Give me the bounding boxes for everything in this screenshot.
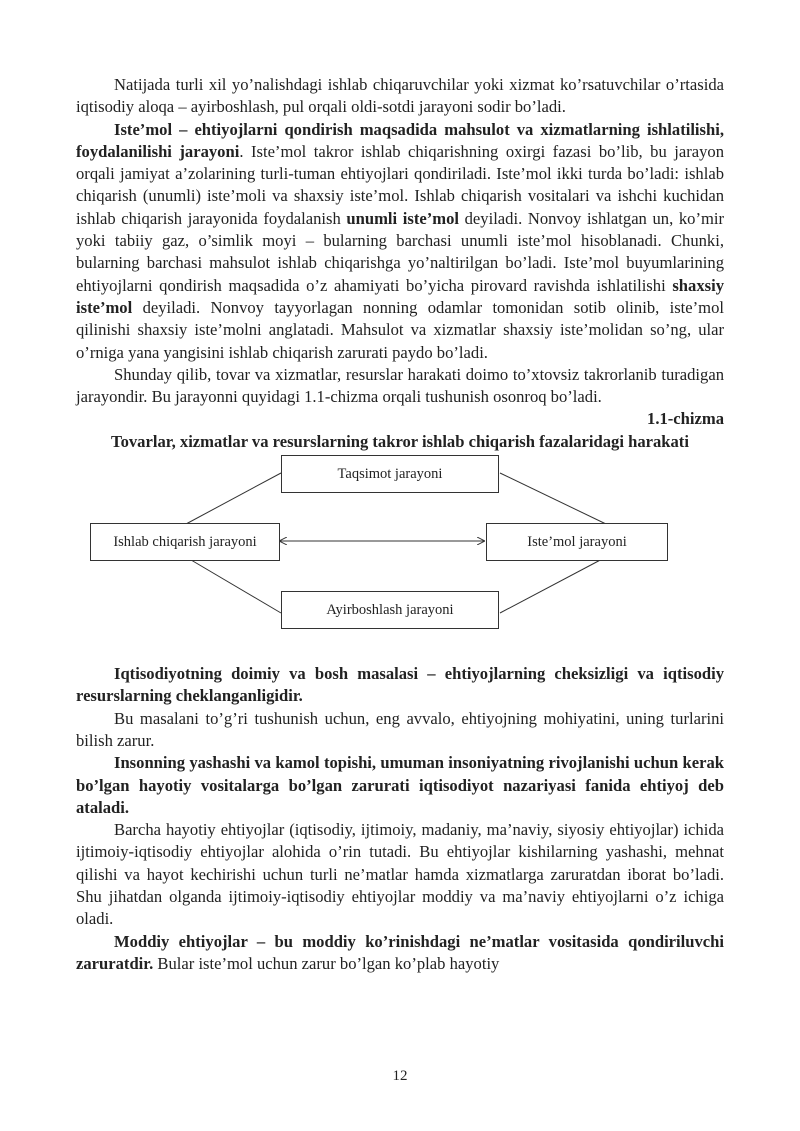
connector-top-left <box>186 473 281 524</box>
term-personal-consumption: shaxsiy iste’mol <box>76 275 724 317</box>
definition-consumption: Iste’mol – ehtiyojlarni qondirish maqsadida mahsulot va xizmatlarning ishlatilishi, foydalanilishi jarayoni <box>76 119 724 161</box>
connector-bottom-right <box>500 557 606 613</box>
paragraph-8: Moddiy ehtiyojlar – bu moddiy ko’rinishdagi ne’matlar vositasida qondiriluvchi zaruratdir. Bular iste’mol uchun zarur bo’lgan ko’plab hayotiy <box>76 931 724 973</box>
process-diagram <box>76 455 724 663</box>
connector-top-right <box>500 473 606 524</box>
connector-bottom-left <box>186 557 281 613</box>
paragraph-5: Bu masalani to’g’ri tushunish uchun, eng avvalo, ehtiyojning mohiyatini, uning turlarini bilish zarur. <box>76 708 724 750</box>
paragraph-3: Shunday qilib, tovar va xizmatlar, resurslar harakati doimo to’xtovsiz takrorlanib turadigan jarayondir. Bu jarayonni quyidagi 1.1-chizma orqali tushunish osonroq bo’ladi. <box>76 364 724 407</box>
paragraph-1: Natijada turli xil yo’nalishdagi ishlab chiqaruvchilar yoki xizmat ko’rsatuvchilar o’rtasida iqtisodiy aloqa – ayirboshlash, pul orqali oldi-sotdi jarayoni sodir bo’ladi. <box>76 75 724 117</box>
box-production: Ishlab chiqarish jarayoni <box>90 523 280 561</box>
term-productive-consumption: unumli iste’mol <box>346 208 459 228</box>
box-exchange: Ayirboshlash jarayoni <box>281 591 499 629</box>
paragraph-2: Iste’mol – ehtiyojlarni qondirish maqsadida mahsulot va xizmatlarning ishlatilishi, foydalanilishi jarayoni. Iste’mol takror ishlab chiqarishning oxirgi fazasi bo’lib, bu jarayon orqali jamiyat a’zolarining turli-tuman ehtiyojlari qondiriladi. Iste’mol ikki turda bo’ladi: ishlab chiqarish (unumli) iste’moli va shaxsiy iste’mol. Ishlab chiqarish vositalari va ishchi kuchidan ishlab chiqarish jarayonida foydalanish unumli iste’mol deyiladi. Nonvoy ishlatgan un, ko’mir yoki tabiiy gaz, o’simlik moyi – bularning barchasi unumli iste’mol hisoblanadi. Chunki, bularning barchasi mahsulot ishlab chiqarishga yo’naltirilgan bo’ladi. Iste’mol buyumlarining ehtiyojlarni qondirish maqsadida o’z ahamiyati bo’yicha pirovard ravishda ishlatilishi shaxsiy iste’mol deyiladi. Nonvoy tayyorlagan nonning odamlar tomonidan sotib olinib, iste’mol qilinishi shaxsiy iste’molni anglatadi. Mahsulot va xizmatlar shaxsiy iste’molidan so’ng, ular o’rniga yana yangisini ishlab chiqarish zarurati paydo bo’ladi. <box>76 119 725 362</box>
paragraph-4: Iqtisodiyotning doimiy va bosh masalasi – ehtiyojlarning cheksizligi va iqtisodiy resurslarning cheklanganligidir. <box>76 664 724 706</box>
document-page <box>76 74 724 975</box>
box-consumption: Iste’mol jarayoni <box>486 523 668 561</box>
paragraph-7: Barcha hayotiy ehtiyojlar (iqtisodiy, ijtimoiy, madaniy, ma’naviy, siyosiy ehtiyojlar) ichida ijtimoiy-iqtisodiy ehtiyojlar alohida o’rin tutadi. Bu ehtiyojlar kishilarning yashashi, mehnat qilishi va hayot kechirishi uchun turli ne’matlar hamda xizmatlarga zaruratdan iborat bo’ladi. Shu jihatdan olganda ijtimoiy-iqtisodiy ehtiyojlar moddiy va ma’naviy ehtiyojlarni o’z ichiga oladi. <box>76 820 724 929</box>
figure-title: Tovarlar, xizmatlar va resurslarning takror ishlab chiqarish fazalaridagi harakati <box>111 431 689 451</box>
paragraph-6: Insonning yashashi va kamol topishi, umuman insoniyatning rivojlanishi uchun kerak bo’lgan hayotiy vositalarga bo’lgan zarurati iqtisodiyot nazariyasi fanida ehtiyoj deb ataladi. <box>76 753 724 817</box>
page-number: 12 <box>392 1068 408 1084</box>
figure-number: 1.1-chizma <box>647 409 724 429</box>
box-distribution: Taqsimot jarayoni <box>281 455 499 493</box>
